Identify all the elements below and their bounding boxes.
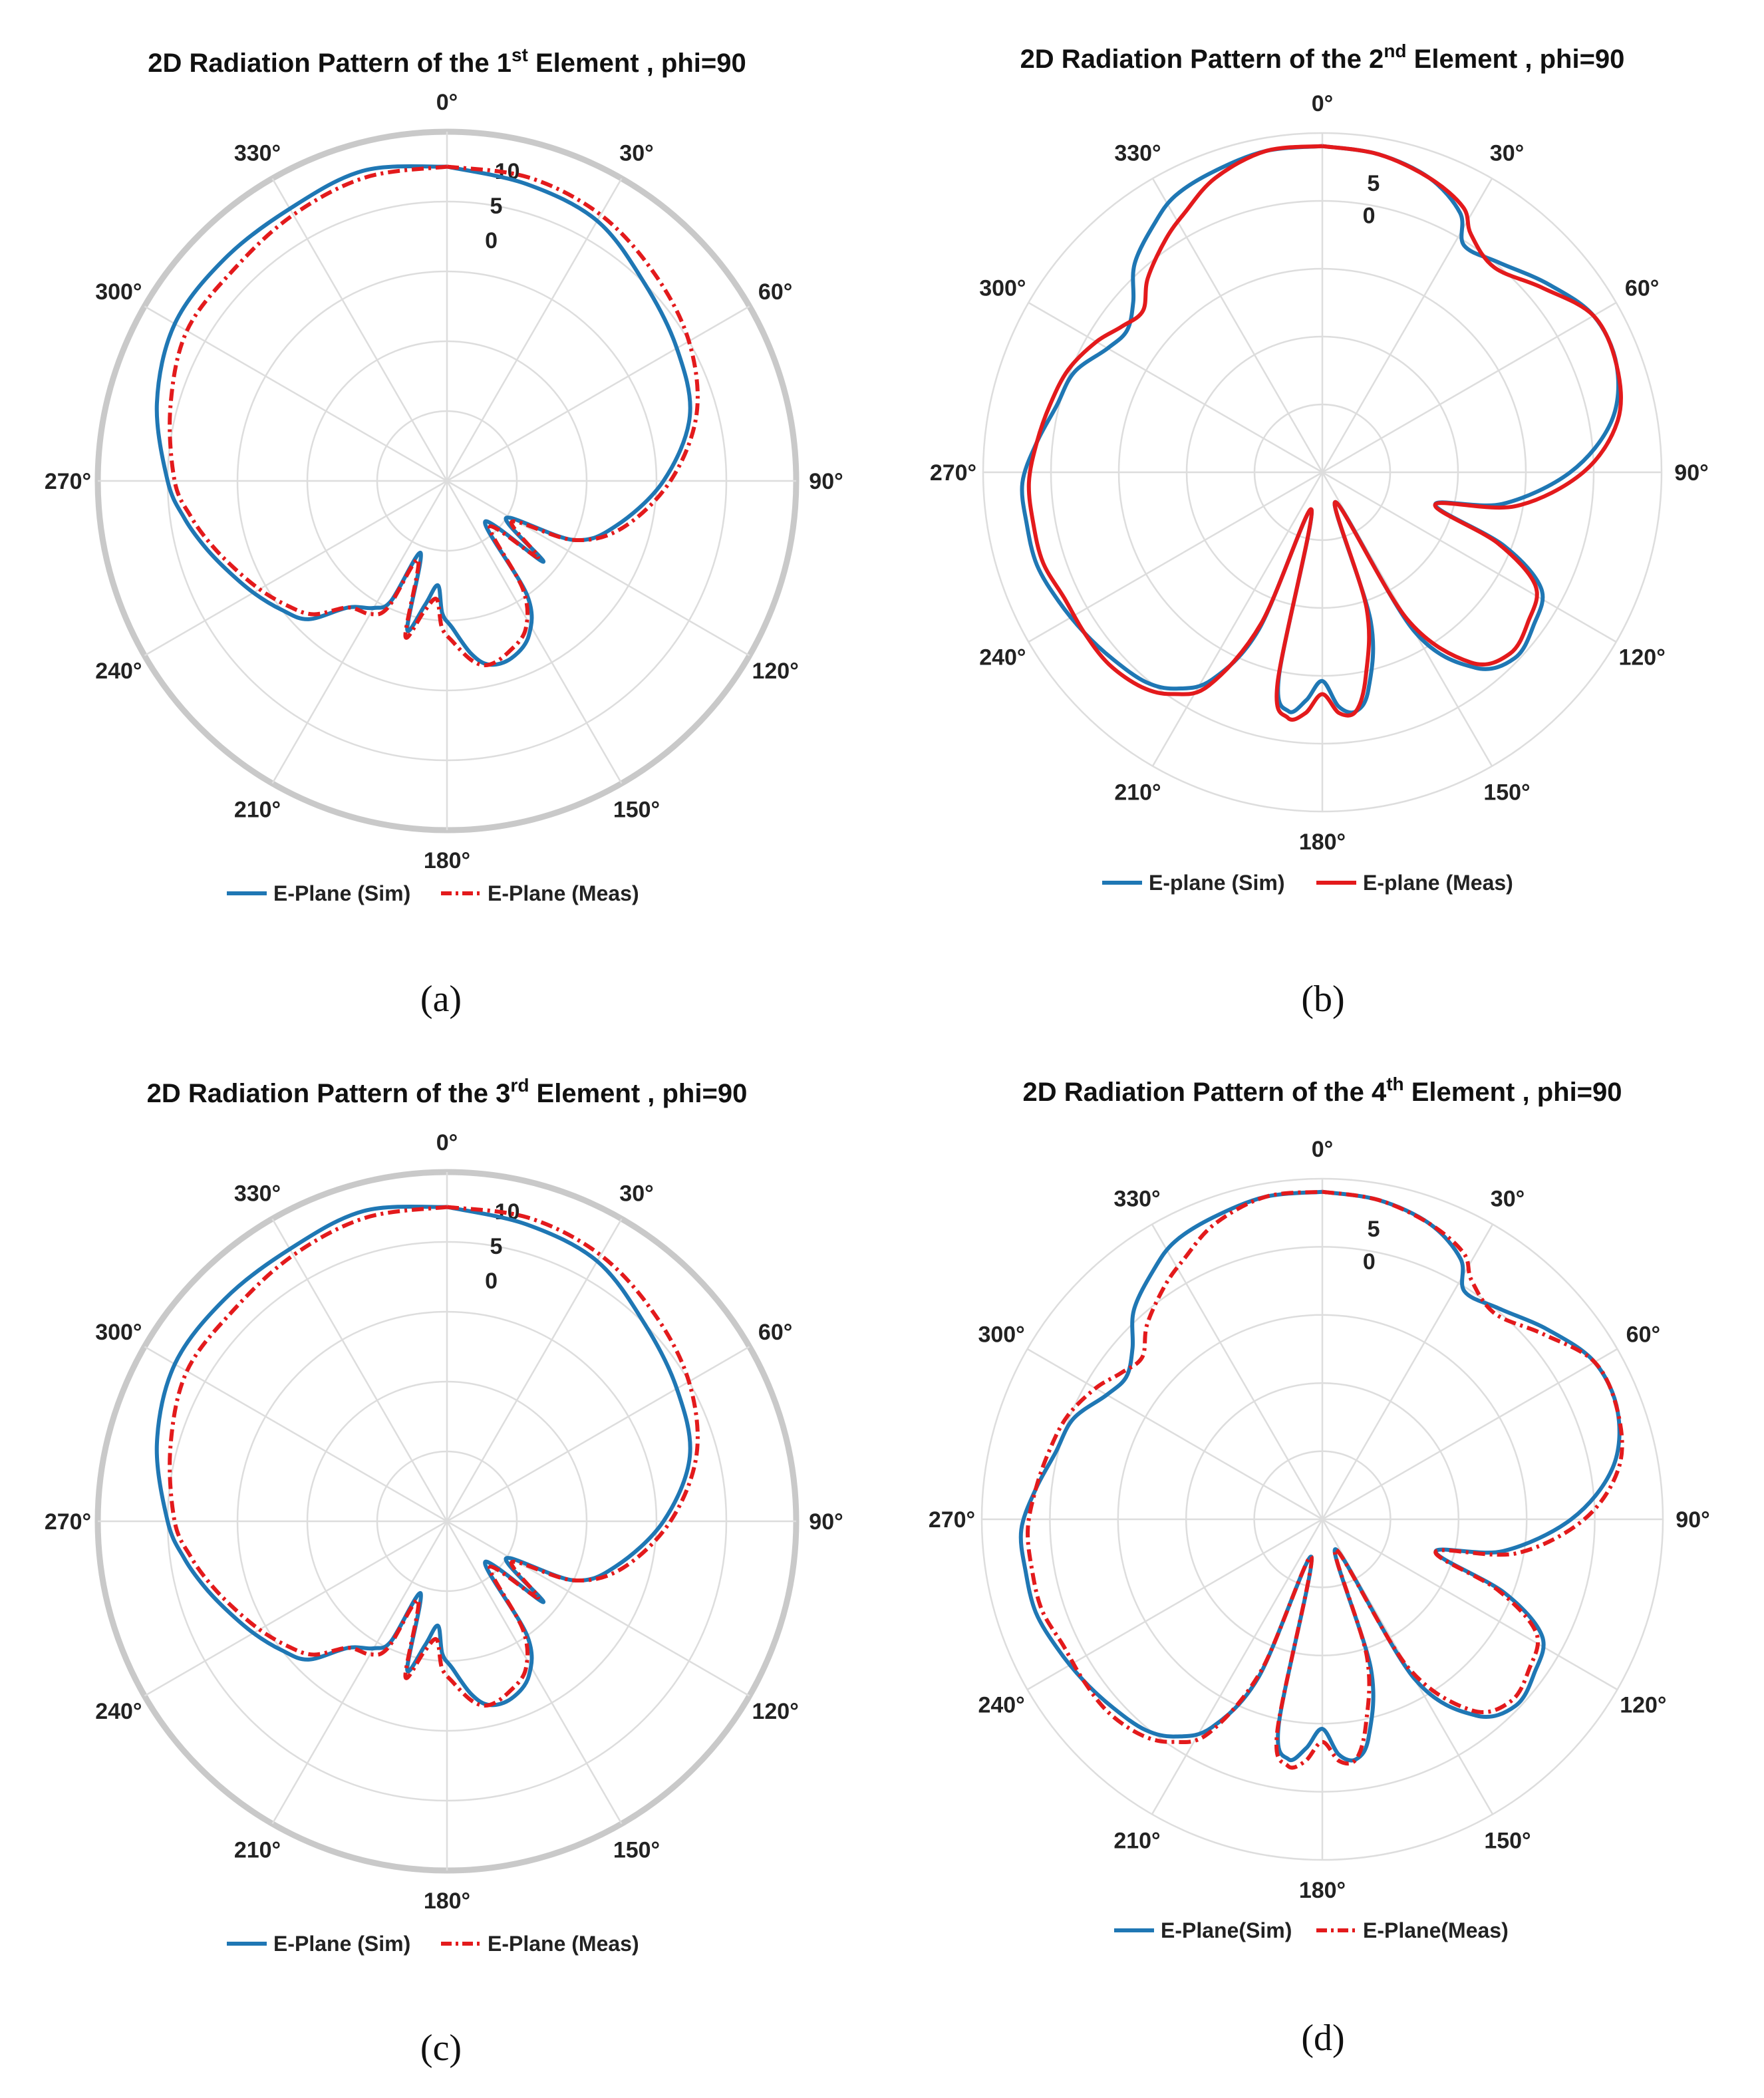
grid-spoke — [1322, 1349, 1617, 1519]
radial-tick-label: 5 — [490, 194, 503, 220]
legend-label: E-Plane(Meas) — [1363, 1918, 1509, 1942]
radial-tick-label: 5 — [1367, 170, 1380, 196]
legend-label: E-plane (Meas) — [1363, 871, 1513, 895]
angle-tick-label: 30° — [619, 140, 654, 166]
angle-tick-label: 60° — [758, 1320, 793, 1345]
angle-tick-label: 180° — [1298, 829, 1346, 855]
grid-spoke — [1153, 472, 1322, 766]
chart-title-rest: Element , phi=90 — [1403, 1078, 1622, 1107]
angle-tick-label: 180° — [423, 848, 471, 873]
angle-tick-label: 90° — [1674, 460, 1709, 486]
grid-spoke — [144, 1347, 447, 1522]
polar-chart-d — [882, 1049, 1764, 2098]
radial-tick-label: 0 — [1362, 203, 1376, 229]
angle-tick-label: 60° — [758, 279, 793, 305]
chart-title-b — [1020, 41, 1625, 74]
chart-title-superscript: st — [511, 45, 528, 65]
legend — [1114, 1918, 1509, 1942]
angle-tick-label: 0° — [1311, 1137, 1334, 1162]
angle-tick-label: 150° — [1483, 780, 1531, 806]
angle-tick-label: 210° — [1113, 1828, 1161, 1854]
angle-tick-label: 270° — [44, 1509, 92, 1535]
angle-tick-label: 330° — [233, 140, 281, 166]
angle-tick-label: 300° — [95, 1320, 142, 1345]
angle-tick-label: 300° — [978, 1322, 1025, 1348]
grid-spoke — [447, 307, 750, 482]
grid-spoke — [447, 481, 750, 656]
grid-spoke — [1028, 1349, 1322, 1519]
angle-tick-label: 30° — [1490, 1186, 1525, 1212]
angle-tick-label: 120° — [752, 1699, 799, 1724]
angle-tick-label: 150° — [1484, 1828, 1531, 1854]
legend-label: E-plane (Sim) — [1149, 871, 1285, 895]
radial-tick-label: 5 — [1367, 1217, 1380, 1243]
angle-tick-label: 210° — [233, 797, 281, 823]
angle-tick-label: 330° — [233, 1181, 281, 1207]
legend-label: E-Plane (Sim) — [273, 1932, 411, 1956]
angle-tick-label: 90° — [809, 469, 843, 494]
legend — [227, 1932, 639, 1956]
grid-spoke — [144, 481, 447, 656]
grid-spoke — [447, 1521, 750, 1696]
angle-tick-label: 330° — [1113, 1186, 1161, 1212]
panel-label-b: (b) — [1301, 978, 1345, 1020]
radial-tick-label: 5 — [490, 1234, 503, 1260]
angle-tick-label: 60° — [1626, 1322, 1661, 1348]
chart-title-a — [148, 45, 746, 78]
grid-spoke — [447, 178, 622, 481]
angle-tick-label: 0° — [1311, 91, 1334, 116]
angle-tick-label: 240° — [95, 1699, 142, 1724]
grid-spoke — [1152, 1519, 1322, 1814]
angle-tick-label: 240° — [978, 1692, 1025, 1718]
grid-spoke — [1322, 1519, 1617, 1690]
legend-label: E-Plane (Meas) — [488, 1932, 639, 1956]
radial-tick-label: 10 — [494, 1199, 520, 1225]
legend-label: E-Plane(Sim) — [1161, 1918, 1292, 1942]
angle-tick-label: 300° — [979, 275, 1026, 301]
panel-label-c: (c) — [420, 2027, 462, 2069]
grid-spoke — [273, 178, 448, 481]
angle-tick-label: 120° — [1620, 1692, 1667, 1718]
angle-tick-label: 120° — [1618, 645, 1666, 671]
chart-title-rest: Element , phi=90 — [527, 49, 746, 78]
panel-b — [882, 0, 1764, 1049]
chart-title-main: 2D Radiation Pattern of the 3 — [146, 1079, 511, 1108]
grid-spoke — [144, 307, 447, 482]
chart-title-rest: Element , phi=90 — [1406, 45, 1625, 74]
panel-d — [882, 1049, 1764, 2098]
grid-spoke — [447, 1219, 622, 1521]
grid-spoke — [447, 1347, 750, 1522]
angle-tick-label: 120° — [752, 659, 799, 684]
angle-tick-label: 270° — [928, 1507, 976, 1533]
polar-chart-a — [0, 0, 882, 1049]
series-line-sim — [1021, 1192, 1620, 1761]
grid-spoke — [1028, 303, 1322, 472]
angle-tick-label: 300° — [95, 279, 142, 305]
radial-tick-label: 0 — [485, 1269, 498, 1294]
angle-tick-label: 330° — [1114, 140, 1161, 166]
series-line-sim — [1022, 146, 1618, 713]
angle-tick-label: 180° — [423, 1888, 471, 1914]
chart-title-c — [147, 1075, 748, 1108]
chart-title-main: 2D Radiation Pattern of the 4 — [1022, 1078, 1387, 1107]
chart-title-rest: Element , phi=90 — [529, 1079, 748, 1108]
angle-tick-label: 30° — [1489, 140, 1525, 166]
angle-tick-label: 30° — [619, 1181, 654, 1207]
chart-title-superscript: nd — [1384, 41, 1407, 61]
angle-tick-label: 0° — [436, 1130, 458, 1155]
grid-spoke — [273, 1521, 448, 1824]
angle-tick-label: 90° — [809, 1509, 843, 1535]
chart-title-main: 2D Radiation Pattern of the 2 — [1020, 45, 1384, 74]
chart-title-d — [1022, 1074, 1622, 1107]
angle-tick-label: 0° — [436, 90, 458, 115]
angle-tick-label: 240° — [979, 645, 1026, 671]
radial-tick-label: 0 — [485, 228, 498, 254]
angle-tick-label: 240° — [95, 659, 142, 684]
angle-tick-label: 60° — [1624, 275, 1660, 301]
angle-tick-label: 210° — [233, 1837, 281, 1863]
legend-label: E-Plane (Sim) — [273, 881, 411, 905]
legend-label: E-Plane (Meas) — [488, 881, 639, 905]
panel-label-a: (a) — [420, 978, 462, 1020]
polar-chart-b — [882, 0, 1764, 1049]
panel-c — [0, 1049, 882, 2098]
radial-tick-label: 0 — [1362, 1249, 1376, 1274]
panel-label-d: (d) — [1301, 2018, 1345, 2059]
grid-spoke — [144, 1521, 447, 1696]
angle-tick-label: 150° — [613, 1837, 661, 1863]
angle-tick-label: 90° — [1676, 1507, 1710, 1533]
panel-a — [0, 0, 882, 1049]
chart-title-main: 2D Radiation Pattern of the 1 — [148, 49, 512, 78]
chart-title-superscript: th — [1386, 1074, 1404, 1094]
polar-chart-c — [0, 1049, 882, 2098]
grid-spoke — [1322, 303, 1616, 472]
angle-tick-label: 270° — [44, 469, 92, 494]
legend — [227, 881, 639, 905]
grid-spoke — [273, 1219, 448, 1521]
angle-tick-label: 150° — [613, 797, 661, 823]
legend — [1102, 871, 1513, 895]
angle-tick-label: 270° — [929, 460, 977, 486]
angle-tick-label: 210° — [1114, 780, 1161, 806]
angle-tick-label: 180° — [1298, 1878, 1346, 1903]
chart-title-superscript: rd — [510, 1075, 529, 1096]
grid-spoke — [273, 481, 448, 784]
radial-tick-label: 10 — [494, 159, 520, 185]
